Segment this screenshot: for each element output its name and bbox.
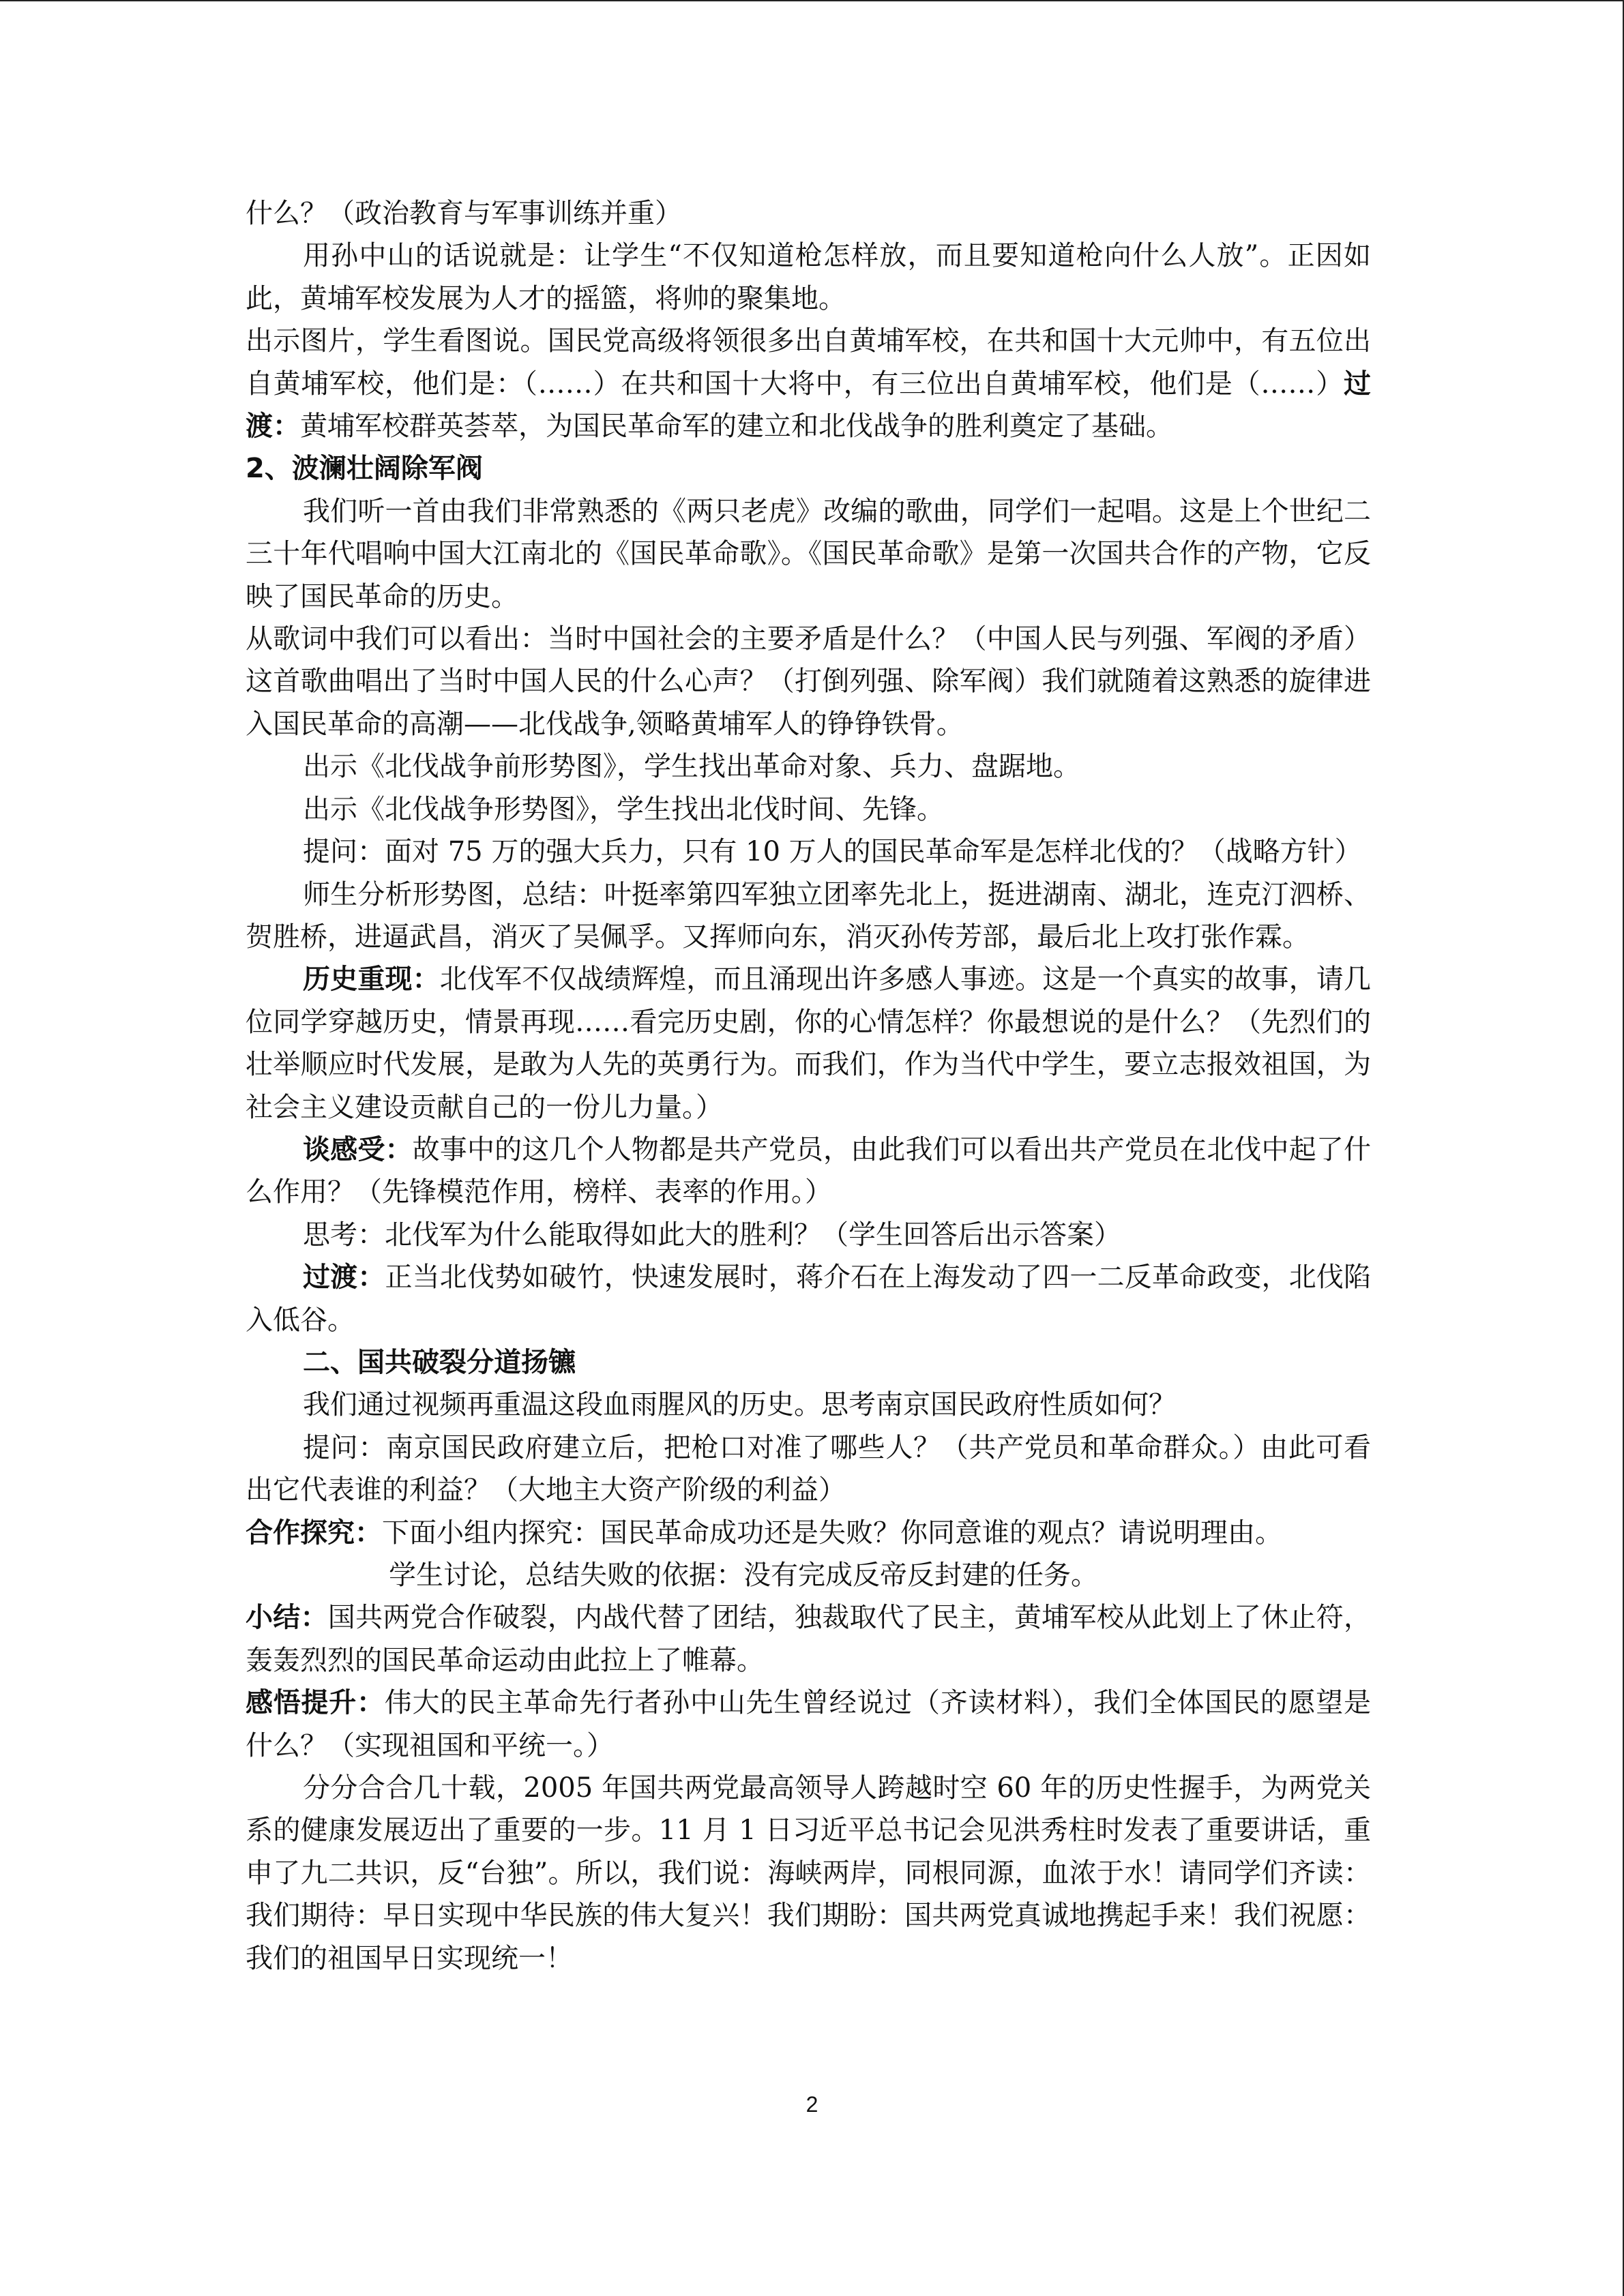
cooperative-inquiry-label: 合作探究：: [246, 1517, 382, 1549]
paragraph: 提问：南京国民政府建立后，把枪口对准了哪些人？（共产党员和革命群众。）由此可看出它代表谁的利益？（大地主大资产阶级的利益）: [246, 1431, 1371, 1506]
paragraph: 出示《北伐战争形势图》，学生找出北伐时间、先锋。: [303, 793, 944, 825]
paragraph: 从歌词中我们可以看出：当时中国社会的主要矛盾是什么？（中国人民与列强、军阀的矛盾）这首歌曲唱出了当时中国人民的什么心声？（打倒列强、除军阀）我们就随着这熟悉的旋律进入国民革命的高潮——北伐战争,领略黄埔军人的铮铮铁骨。: [246, 623, 1371, 740]
paragraph-text: 正当北伐势如破竹，快速发展时，蒋介石在上海发动了四一二反革命政变，北伐陷入低谷。: [246, 1262, 1372, 1336]
reflection-label: 感悟提升：: [246, 1687, 385, 1719]
section-heading: 二、国共破裂分道扬镳: [303, 1346, 576, 1378]
paragraph: [246, 1682, 1371, 1767]
paragraph-text: 出示图片，学生看图说。国民党高级将领很多出自黄埔军校，在共和国十大元帅中，有五位出自黄埔军校，他们是：（……）在共和国十大将中，有三位出自黄埔军校，他们是（……）: [246, 325, 1371, 400]
paragraph: [246, 1256, 1371, 1341]
paragraph: 用孙中山的话说就是：让学生“不仅知道枪怎样放，而且要知道枪向什么人放”。正因如此，黄埔军校发展为人才的摇篮，将帅的聚集地。: [246, 240, 1371, 314]
transition-label: 过渡：: [303, 1262, 385, 1294]
paragraph: [246, 1596, 1371, 1682]
paragraph: [246, 320, 1371, 447]
paragraph: 分分合合几十载，2005 年国共两党最高领导人跨越时空 60 年的历史性握手，为两党关系的健康发展迈出了重要的一步。11 月 1 日习近平总书记会见洪秀柱时发表了重要讲话，重申了九二共识，反“台独”。所以，我们说：海峡两岸，同根同源，血浓于水！请同学们齐读：我们期待：早日实现中华民族的伟大复兴！我们期盼：国共两党真诚地携起手来！我们祝愿：我们的祖国早日实现统一！: [246, 1772, 1371, 1974]
paragraph: 师生分析形势图，总结：叶挺率第四军独立团率先北上，挺进湖南、湖北，连克汀泗桥、贺胜桥，进逼武昌，消灭了吴佩孚。又挥师向东，消灭孙传芳部，最后北上攻打张作霖。: [246, 878, 1371, 953]
paragraph: 我们通过视频再重温这段血雨腥风的历史。思考南京国民政府性质如何？: [303, 1389, 1176, 1421]
history-reenactment-label: 历史重现：: [303, 964, 440, 996]
paragraph: 什么？（政治教育与军事训练并重）: [246, 198, 682, 229]
paragraph: 思考：北伐军为什么能取得如此大的胜利？（学生回答后出示答案）: [303, 1219, 1121, 1251]
feelings-label: 谈感受：: [303, 1133, 413, 1165]
summary-label: 小结：: [246, 1602, 328, 1634]
paragraph: [246, 1129, 1371, 1214]
page-number: 2: [806, 2092, 818, 2117]
paragraph: 我们听一首由我们非常熟悉的《两只老虎》改编的歌曲，同学们一起唱。这是上个世纪二三十年代唱响中国大江南北的《国民革命歌》。《国民革命歌》是第一次国共合作的产物，它反映了国民革命的历史。: [246, 495, 1371, 612]
paragraph-text: 下面小组内探究：国民革命成功还是失败？你同意谁的观点？请说明理由。: [382, 1517, 1282, 1549]
paragraph: [246, 958, 1371, 1129]
transition-label: 过渡：: [246, 368, 1371, 443]
paragraph-text: 伟大的民主革命先行者孙中山先生曾经说过（齐读材料），我们全体国民的愿望是什么？（实现祖国和平统一。）: [246, 1687, 1371, 1761]
paragraph: [246, 1512, 1371, 1554]
section-heading: 2、波澜壮阔除军阀: [246, 453, 483, 485]
paragraph-text: 国共两党合作破裂，内战代替了团结，独裁取代了民主，黄埔军校从此划上了休止符，轰轰烈烈的国民革命运动由此拉上了帷幕。: [246, 1602, 1371, 1676]
paragraph-text: 黄埔军校群英荟萃，为国民革命军的建立和北伐战争的胜利奠定了基础。: [300, 411, 1173, 443]
paragraph: 提问：面对 75 万的强大兵力，只有 10 万人的国民革命军是怎样北伐的？（战略方针）: [303, 836, 1362, 868]
paragraph-text: 故事中的这几个人物都是共产党员，由此我们可以看出共产党员在北伐中起了什么作用？（先锋模范作用，榜样、表率的作用。）: [246, 1133, 1372, 1208]
paragraph: 学生讨论，总结失败的依据：没有完成反帝反封建的任务。: [389, 1560, 1098, 1591]
document-body: [246, 192, 1371, 1980]
paragraph: 出示《北伐战争前形势图》，学生找出革命对象、兵力、盘踞地。: [303, 751, 1080, 783]
paragraph-text: 北伐军不仅战绩辉煌，而且涌现出许多感人事迹。这是一个真实的故事，请几位同学穿越历史，情景再现……看完历史剧，你的心情怎样？你最想说的是什么？（先烈们的壮举顺应时代发展，是敢为人先的英勇行为。而我们，作为当代中学生，要立志报效祖国，为社会主义建设贡献自己的一份儿力量。）: [246, 964, 1372, 1123]
